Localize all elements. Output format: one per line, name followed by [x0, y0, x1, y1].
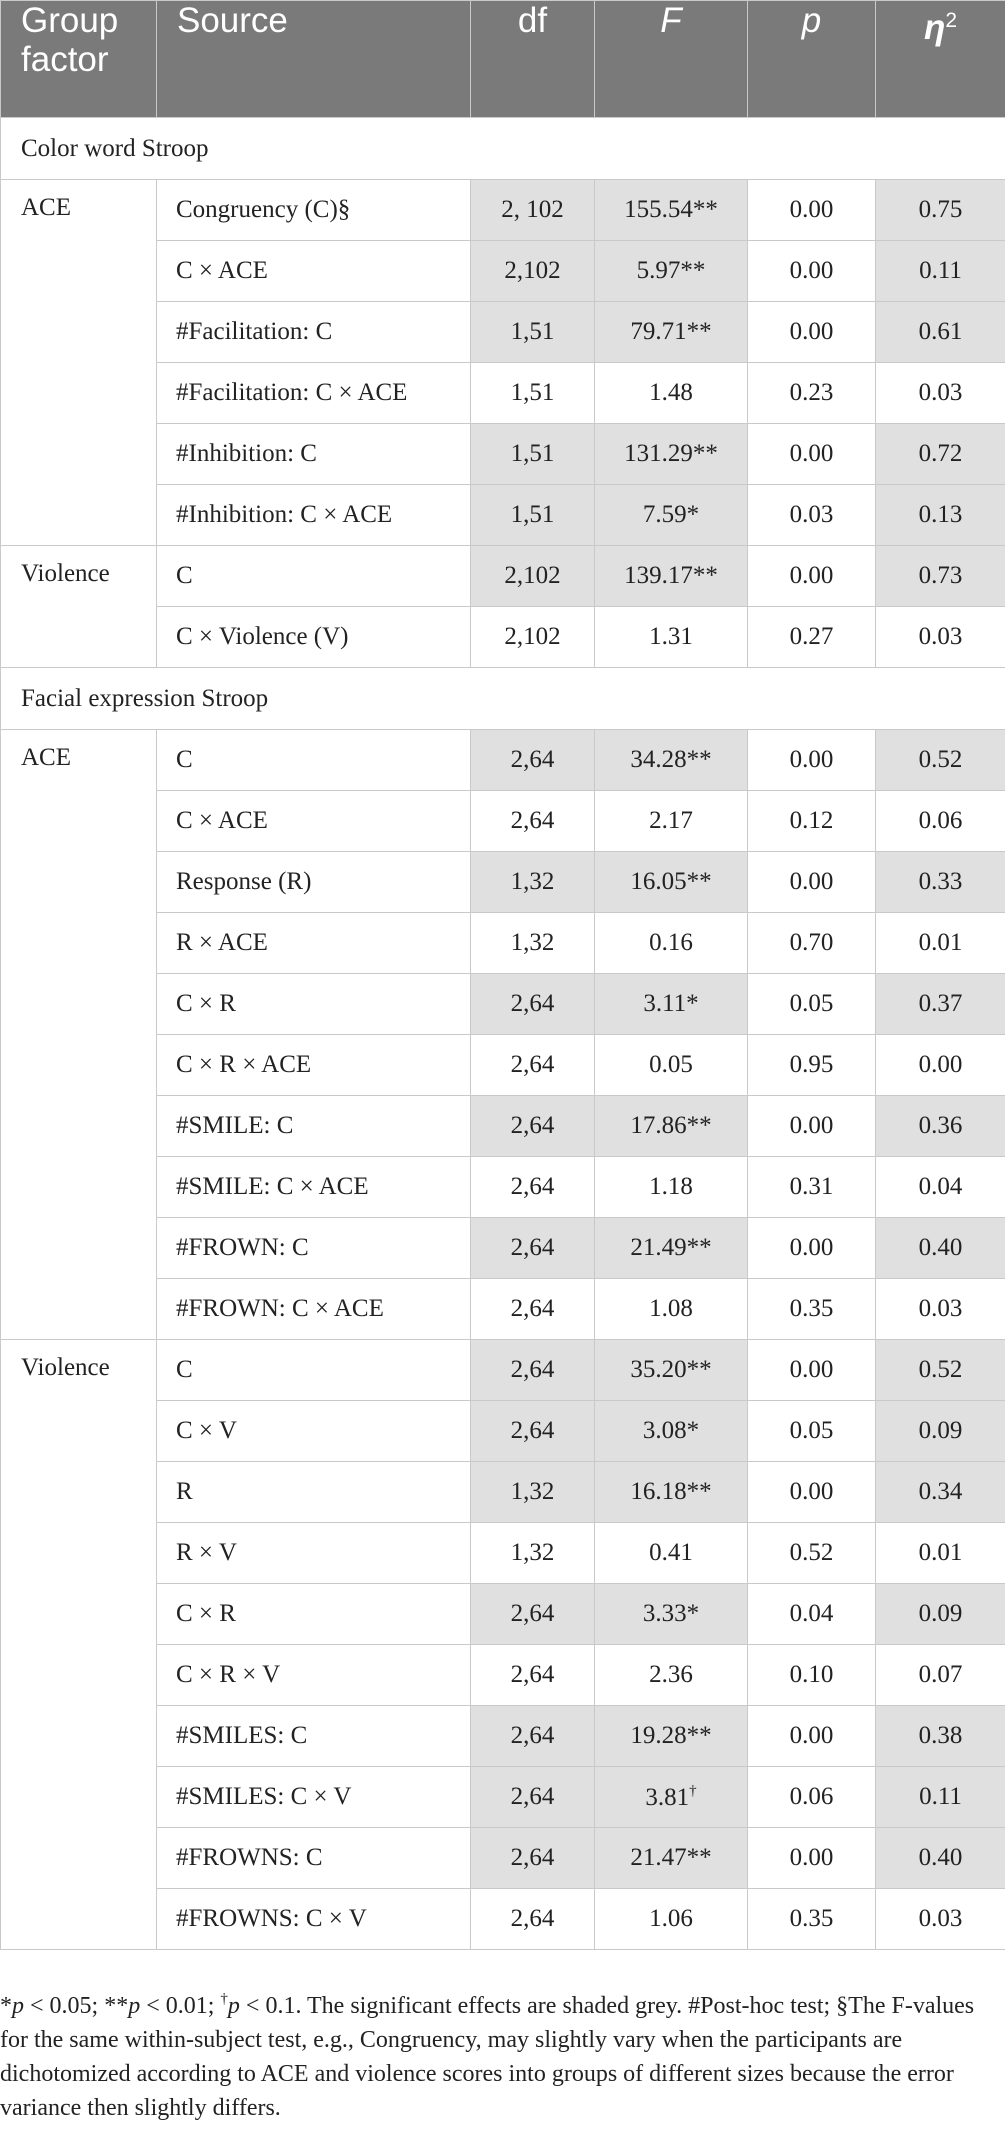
- df-cell: 1,32: [471, 1462, 595, 1523]
- f-value-cell: [595, 974, 748, 1035]
- p-value-cell: 0.35: [748, 1279, 876, 1340]
- df-cell: 2,64: [471, 1157, 595, 1218]
- df-cell: 1,51: [471, 302, 595, 363]
- p-value-cell: 0.00: [748, 546, 876, 607]
- eta-squared-cell: 0.11: [876, 241, 1005, 302]
- p-value-cell: 0.00: [748, 302, 876, 363]
- eta-squared-cell: 0.40: [876, 1218, 1005, 1279]
- df-cell: 1,51: [471, 485, 595, 546]
- df-cell: 2,64: [471, 1401, 595, 1462]
- df-cell: 1,32: [471, 1523, 595, 1584]
- f-value-cell: [595, 1401, 748, 1462]
- p-value-cell: 0.10: [748, 1645, 876, 1706]
- footnote-p3: p: [227, 1993, 240, 2019]
- f-value-cell: [595, 1889, 748, 1950]
- df-cell: 2,102: [471, 546, 595, 607]
- source-cell: #SMILES: C × V: [157, 1767, 471, 1828]
- f-value-cell: [595, 1218, 748, 1279]
- f-value-cell: [595, 1157, 748, 1218]
- eta-squared-cell: 0.06: [876, 791, 1005, 852]
- f-value: 3.08*: [642, 1417, 700, 1444]
- p-value-cell: 0.00: [748, 241, 876, 302]
- df-cell: 2,64: [471, 730, 595, 791]
- p-value-cell: 0.03: [748, 485, 876, 546]
- f-value: 0.05: [649, 1051, 693, 1078]
- f-value-cell: [595, 1645, 748, 1706]
- footnote-p2: p: [128, 1993, 141, 2019]
- f-value-cell: [595, 1706, 748, 1767]
- header-f: F: [595, 1, 748, 118]
- source-cell: C: [157, 546, 471, 607]
- f-value: 3.81: [645, 1783, 690, 1811]
- header-eta-squared: [876, 1, 1005, 118]
- source-cell: R × ACE: [157, 913, 471, 974]
- df-cell: 2,64: [471, 1645, 595, 1706]
- df-cell: 2,64: [471, 1584, 595, 1645]
- source-cell: #FROWNS: C × V: [157, 1889, 471, 1950]
- group-factor-cell: Violence: [1, 1340, 157, 1950]
- f-value: 7.59*: [642, 501, 700, 528]
- group-factor-cell: Violence: [1, 546, 157, 668]
- footnote-text3: < 0.1. The significant effects are shaded grey. #Post-hoc test; §The F-values for the same within-subject test, e.g., Congruency, may slightly vary when the participants are dichotomized according to ACE and violence scores into groups of different sizes because the error variance then slightly differs.: [0, 1993, 975, 2121]
- p-value-cell: 0.00: [748, 1828, 876, 1889]
- p-value-cell: 0.00: [748, 1340, 876, 1401]
- df-cell: 2,102: [471, 241, 595, 302]
- df-cell: 2,64: [471, 1828, 595, 1889]
- f-value: 35.20**: [630, 1356, 712, 1383]
- eta-squared-cell: 0.40: [876, 1828, 1005, 1889]
- df-cell: 2,64: [471, 1035, 595, 1096]
- f-value: 139.17**: [624, 562, 718, 589]
- source-cell: C × Violence (V): [157, 607, 471, 668]
- eta-squared-cell: 0.03: [876, 607, 1005, 668]
- p-value-cell: 0.23: [748, 363, 876, 424]
- eta-squared-cell: 0.61: [876, 302, 1005, 363]
- f-value: 17.86**: [630, 1112, 712, 1139]
- df-cell: 2,64: [471, 791, 595, 852]
- header-p: p: [748, 1, 876, 118]
- eta-squared-cell: 0.01: [876, 1523, 1005, 1584]
- table-row: [1, 546, 1005, 607]
- source-cell: C × V: [157, 1401, 471, 1462]
- f-value-cell: [595, 1035, 748, 1096]
- eta-superscript: 2: [945, 9, 958, 32]
- p-value-cell: 0.35: [748, 1889, 876, 1950]
- p-value-cell: 0.06: [748, 1767, 876, 1828]
- f-value: 34.28**: [630, 746, 712, 773]
- p-value-cell: 0.31: [748, 1157, 876, 1218]
- f-value: 1.31: [649, 623, 693, 650]
- footnote-star: *: [0, 1993, 12, 2019]
- eta-squared-cell: 0.37: [876, 974, 1005, 1035]
- f-value: 21.47**: [630, 1844, 712, 1871]
- eta-squared-cell: 0.09: [876, 1401, 1005, 1462]
- source-cell: #SMILE: C × ACE: [157, 1157, 471, 1218]
- eta-squared-cell: 0.01: [876, 913, 1005, 974]
- eta-squared-cell: 0.52: [876, 730, 1005, 791]
- df-cell: 2,64: [471, 1889, 595, 1950]
- eta-squared-cell: 0.00: [876, 1035, 1005, 1096]
- eta-squared-cell: 0.33: [876, 852, 1005, 913]
- f-value-cell: [595, 1828, 748, 1889]
- header-group-factor: Group factor: [1, 1, 157, 118]
- f-value-cell: [595, 424, 748, 485]
- eta-squared-cell: 0.72: [876, 424, 1005, 485]
- table-footnote: [0, 1982, 1000, 2125]
- f-value-cell: [595, 485, 748, 546]
- eta-squared-cell: 0.36: [876, 1096, 1005, 1157]
- f-value: 5.97**: [636, 257, 706, 284]
- table-row: [1, 1340, 1005, 1401]
- section-row: [1, 668, 1005, 730]
- f-value: 2.36: [649, 1661, 693, 1688]
- df-cell: 2,64: [471, 1218, 595, 1279]
- source-cell: C × R: [157, 974, 471, 1035]
- df-cell: 1,51: [471, 424, 595, 485]
- eta-squared-cell: 0.34: [876, 1462, 1005, 1523]
- header-source: Source: [157, 1, 471, 118]
- eta-squared-cell: 0.07: [876, 1645, 1005, 1706]
- eta-squared-cell: 0.52: [876, 1340, 1005, 1401]
- f-value: 1.48: [649, 379, 693, 406]
- f-value: 21.49**: [630, 1234, 712, 1261]
- f-value-cell: [595, 1340, 748, 1401]
- f-value: 155.54**: [624, 196, 718, 223]
- f-value: 16.05**: [630, 868, 712, 895]
- p-value-cell: 0.00: [748, 1218, 876, 1279]
- df-cell: 1,32: [471, 913, 595, 974]
- f-value-cell: [595, 1767, 748, 1828]
- table-body: [1, 118, 1005, 1950]
- f-value: 3.33*: [642, 1600, 700, 1627]
- source-cell: #Inhibition: C × ACE: [157, 485, 471, 546]
- eta-symbol: η: [923, 8, 946, 47]
- f-value-cell: [595, 913, 748, 974]
- footnote-text2: < 0.01;: [140, 1993, 221, 2019]
- table-row: [1, 730, 1005, 791]
- f-value-cell: [595, 241, 748, 302]
- f-value: 131.29**: [624, 440, 718, 467]
- source-cell: R: [157, 1462, 471, 1523]
- df-cell: 2,64: [471, 1096, 595, 1157]
- f-value-cell: [595, 1279, 748, 1340]
- f-value-cell: [595, 607, 748, 668]
- source-cell: C × ACE: [157, 241, 471, 302]
- footnote-dagger: †: [220, 1991, 228, 2007]
- f-value-cell: [595, 546, 748, 607]
- df-cell: 2,64: [471, 1767, 595, 1828]
- f-value: 0.16: [649, 929, 693, 956]
- df-cell: 2,102: [471, 607, 595, 668]
- f-value-cell: [595, 852, 748, 913]
- df-cell: 2,64: [471, 974, 595, 1035]
- p-value-cell: 0.04: [748, 1584, 876, 1645]
- section-title: Facial expression Stroop: [1, 668, 1005, 730]
- f-value: 3.11*: [643, 990, 699, 1017]
- df-cell: 2,64: [471, 1706, 595, 1767]
- source-cell: #FROWNS: C: [157, 1828, 471, 1889]
- eta-squared-cell: 0.03: [876, 1279, 1005, 1340]
- f-value-cell: [595, 1462, 748, 1523]
- source-cell: #Inhibition: C: [157, 424, 471, 485]
- p-value-cell: 0.00: [748, 1706, 876, 1767]
- source-cell: C × ACE: [157, 791, 471, 852]
- source-cell: C × R × ACE: [157, 1035, 471, 1096]
- eta-squared-cell: 0.03: [876, 363, 1005, 424]
- footnote-p1: p: [12, 1993, 24, 2019]
- p-value-cell: 0.52: [748, 1523, 876, 1584]
- header-df: df: [471, 1, 595, 118]
- source-cell: Congruency (C)§: [157, 180, 471, 241]
- source-cell: #FROWN: C: [157, 1218, 471, 1279]
- source-cell: C × R: [157, 1584, 471, 1645]
- f-value-marker: †: [689, 1782, 697, 1799]
- section-row: [1, 118, 1005, 180]
- df-cell: 1,51: [471, 363, 595, 424]
- p-value-cell: 0.00: [748, 424, 876, 485]
- f-value-cell: [595, 1523, 748, 1584]
- eta-squared-cell: 0.38: [876, 1706, 1005, 1767]
- eta-squared-cell: 0.09: [876, 1584, 1005, 1645]
- source-cell: #Facilitation: C: [157, 302, 471, 363]
- df-cell: 1,32: [471, 852, 595, 913]
- f-value-cell: [595, 730, 748, 791]
- f-value-cell: [595, 791, 748, 852]
- p-value-cell: 0.05: [748, 974, 876, 1035]
- df-cell: 2,64: [471, 1279, 595, 1340]
- source-cell: #FROWN: C × ACE: [157, 1279, 471, 1340]
- f-value-cell: [595, 1584, 748, 1645]
- source-cell: Response (R): [157, 852, 471, 913]
- source-cell: #Facilitation: C × ACE: [157, 363, 471, 424]
- eta-squared-cell: 0.03: [876, 1889, 1005, 1950]
- p-value-cell: 0.00: [748, 852, 876, 913]
- f-value-cell: [595, 363, 748, 424]
- source-cell: #SMILE: C: [157, 1096, 471, 1157]
- p-value-cell: 0.00: [748, 1462, 876, 1523]
- f-value: 19.28**: [630, 1722, 712, 1749]
- f-value: 16.18**: [630, 1478, 712, 1505]
- eta-squared-cell: 0.04: [876, 1157, 1005, 1218]
- group-factor-cell: ACE: [1, 180, 157, 546]
- source-cell: C: [157, 730, 471, 791]
- f-value: 0.41: [649, 1539, 693, 1566]
- table-header: [1, 1, 1005, 118]
- f-value: 1.08: [649, 1295, 693, 1322]
- eta-squared-cell: 0.73: [876, 546, 1005, 607]
- footnote-text1: < 0.05; **: [24, 1993, 129, 2019]
- f-value: 1.18: [649, 1173, 693, 1200]
- p-value-cell: 0.70: [748, 913, 876, 974]
- f-value: 2.17: [649, 807, 693, 834]
- eta-squared-cell: 0.13: [876, 485, 1005, 546]
- source-cell: #SMILES: C: [157, 1706, 471, 1767]
- table-row: [1, 180, 1005, 241]
- p-value-cell: 0.00: [748, 180, 876, 241]
- f-value-cell: [595, 180, 748, 241]
- p-value-cell: 0.00: [748, 1096, 876, 1157]
- eta-squared-cell: 0.11: [876, 1767, 1005, 1828]
- source-cell: R × V: [157, 1523, 471, 1584]
- eta-squared-cell: 0.75: [876, 180, 1005, 241]
- p-value-cell: 0.00: [748, 730, 876, 791]
- section-title: Color word Stroop: [1, 118, 1005, 180]
- source-cell: C × R × V: [157, 1645, 471, 1706]
- group-factor-cell: ACE: [1, 730, 157, 1340]
- p-value-cell: 0.05: [748, 1401, 876, 1462]
- f-value: 1.06: [649, 1905, 693, 1932]
- df-cell: 2,64: [471, 1340, 595, 1401]
- source-cell: C: [157, 1340, 471, 1401]
- df-cell: 2, 102: [471, 180, 595, 241]
- p-value-cell: 0.95: [748, 1035, 876, 1096]
- f-value-cell: [595, 1096, 748, 1157]
- f-value-cell: [595, 302, 748, 363]
- f-value: 79.71**: [630, 318, 712, 345]
- p-value-cell: 0.27: [748, 607, 876, 668]
- p-value-cell: 0.12: [748, 791, 876, 852]
